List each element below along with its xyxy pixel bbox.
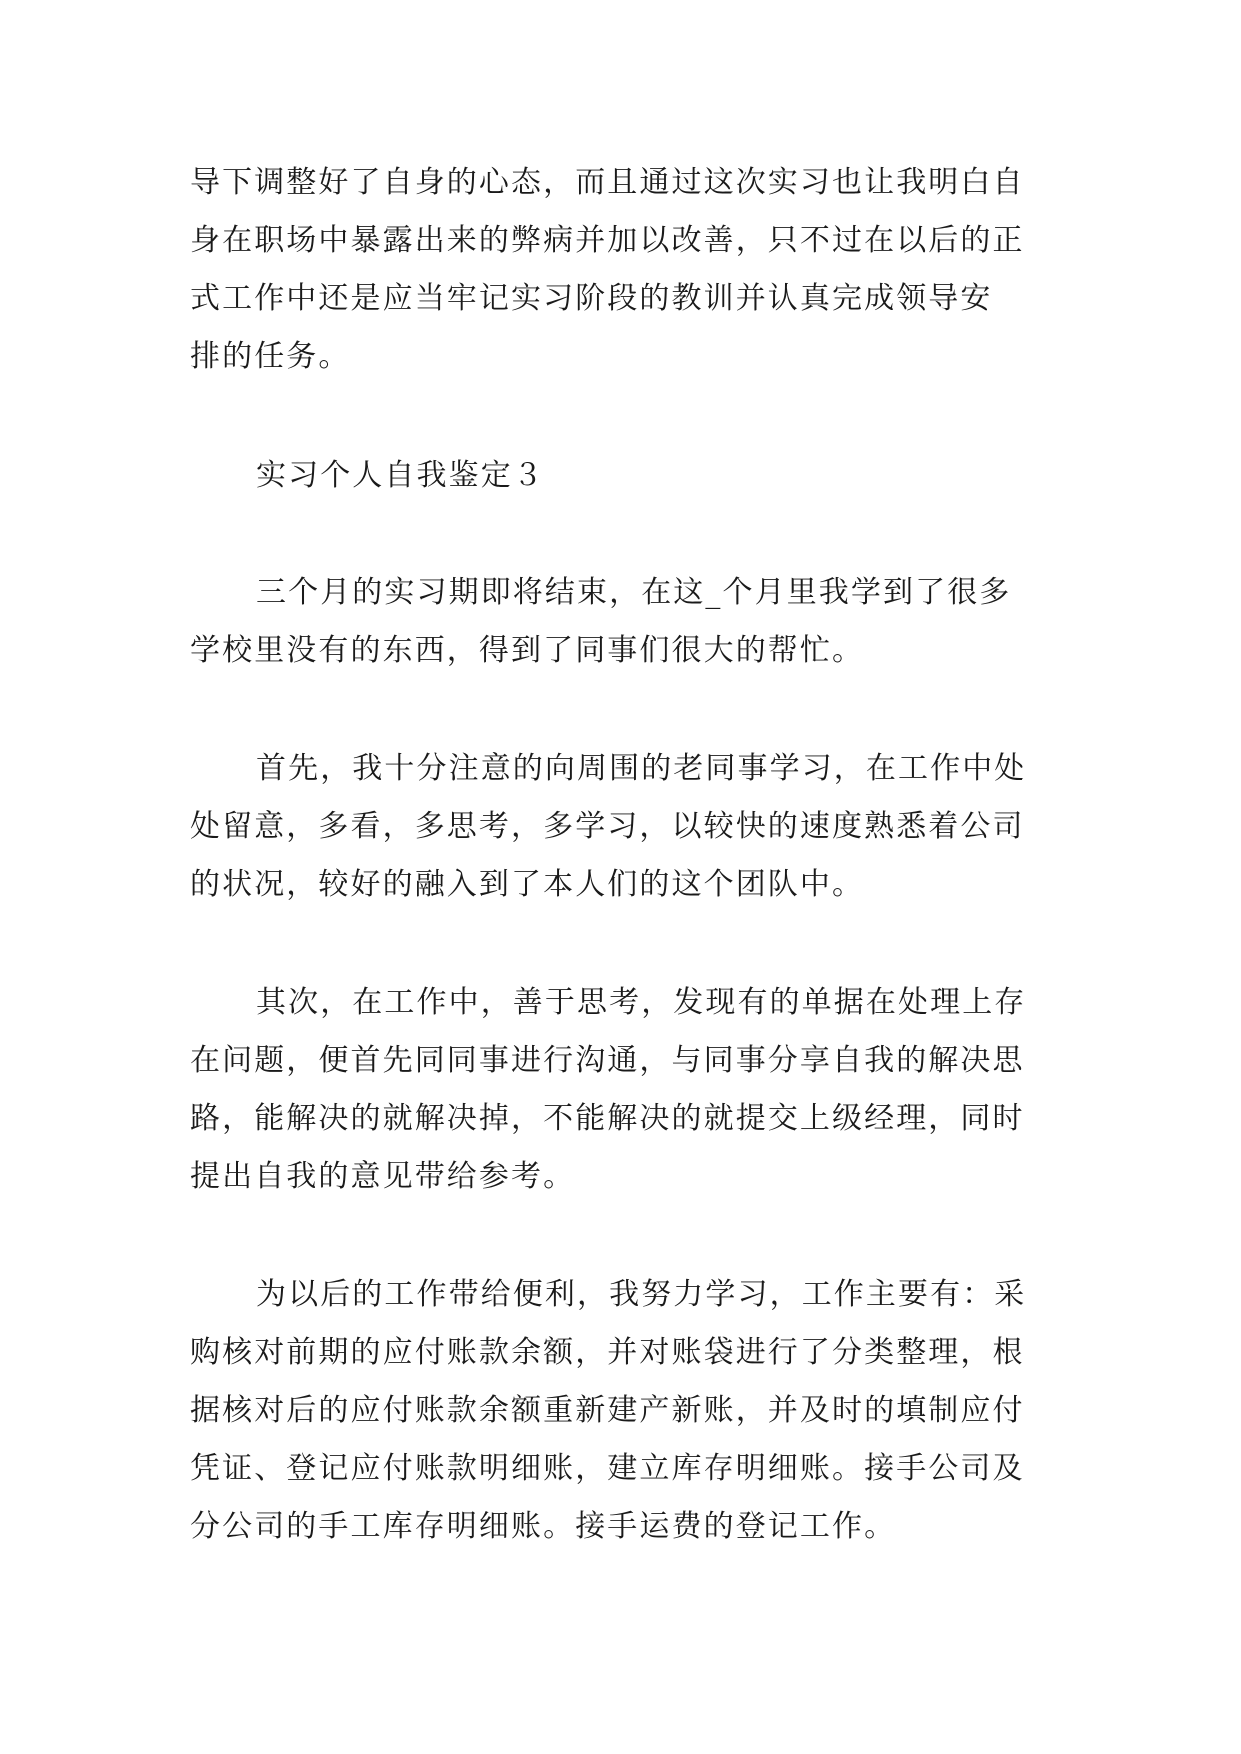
continuation-line: 身在职场中暴露出来的弊病并加以改善，只不过在以后的正 <box>190 223 1025 258</box>
section-heading: 实习个人自我鉴定３ <box>256 458 545 493</box>
paragraph-line: 凭证、登记应付账款明细账，建立库存明细账。接手公司及 <box>190 1451 1025 1486</box>
paragraph-line: 的状况，较好的融入到了本人们的这个团队中。 <box>190 867 865 902</box>
paragraph-line: 提出自我的意见带给参考。 <box>190 1159 576 1194</box>
paragraph-line: 首先，我十分注意的向周围的老同事学习，在工作中处 <box>256 751 1027 786</box>
paragraph-line: 在问题，便首先同同事进行沟通，与同事分享自我的解决思 <box>190 1043 1025 1078</box>
paragraph-line: 学校里没有的东西，得到了同事们很大的帮忙。 <box>190 633 865 668</box>
paragraph-line: 路，能解决的就解决掉，不能解决的就提交上级经理，同时 <box>190 1101 1025 1136</box>
paragraph-line: 其次，在工作中，善于思考，发现有的单据在处理上存 <box>256 985 1027 1020</box>
paragraph-line: 据核对后的应付账款余额重新建产新账，并及时的填制应付 <box>190 1393 1025 1428</box>
paragraph-line: 三个月的实习期即将结束，在这_个月里我学到了很多 <box>256 575 1012 610</box>
continuation-line: 排的任务。 <box>190 339 351 374</box>
continuation-line: 导下调整好了自身的心态，而且通过这次实习也让我明白自 <box>190 165 1025 200</box>
paragraph-line: 为以后的工作带给便利，我努力学习，工作主要有：采 <box>256 1277 1027 1312</box>
continuation-line: 式工作中还是应当牢记实习阶段的教训并认真完成领导安 <box>190 281 993 316</box>
paragraph-line: 处留意，多看，多思考，多学习，以较快的速度熟悉着公司 <box>190 809 1025 844</box>
paragraph-line: 购核对前期的应付账款余额，并对账袋进行了分类整理，根 <box>190 1335 1025 1370</box>
paragraph-line: 分公司的手工库存明细账。接手运费的登记工作。 <box>190 1509 897 1544</box>
